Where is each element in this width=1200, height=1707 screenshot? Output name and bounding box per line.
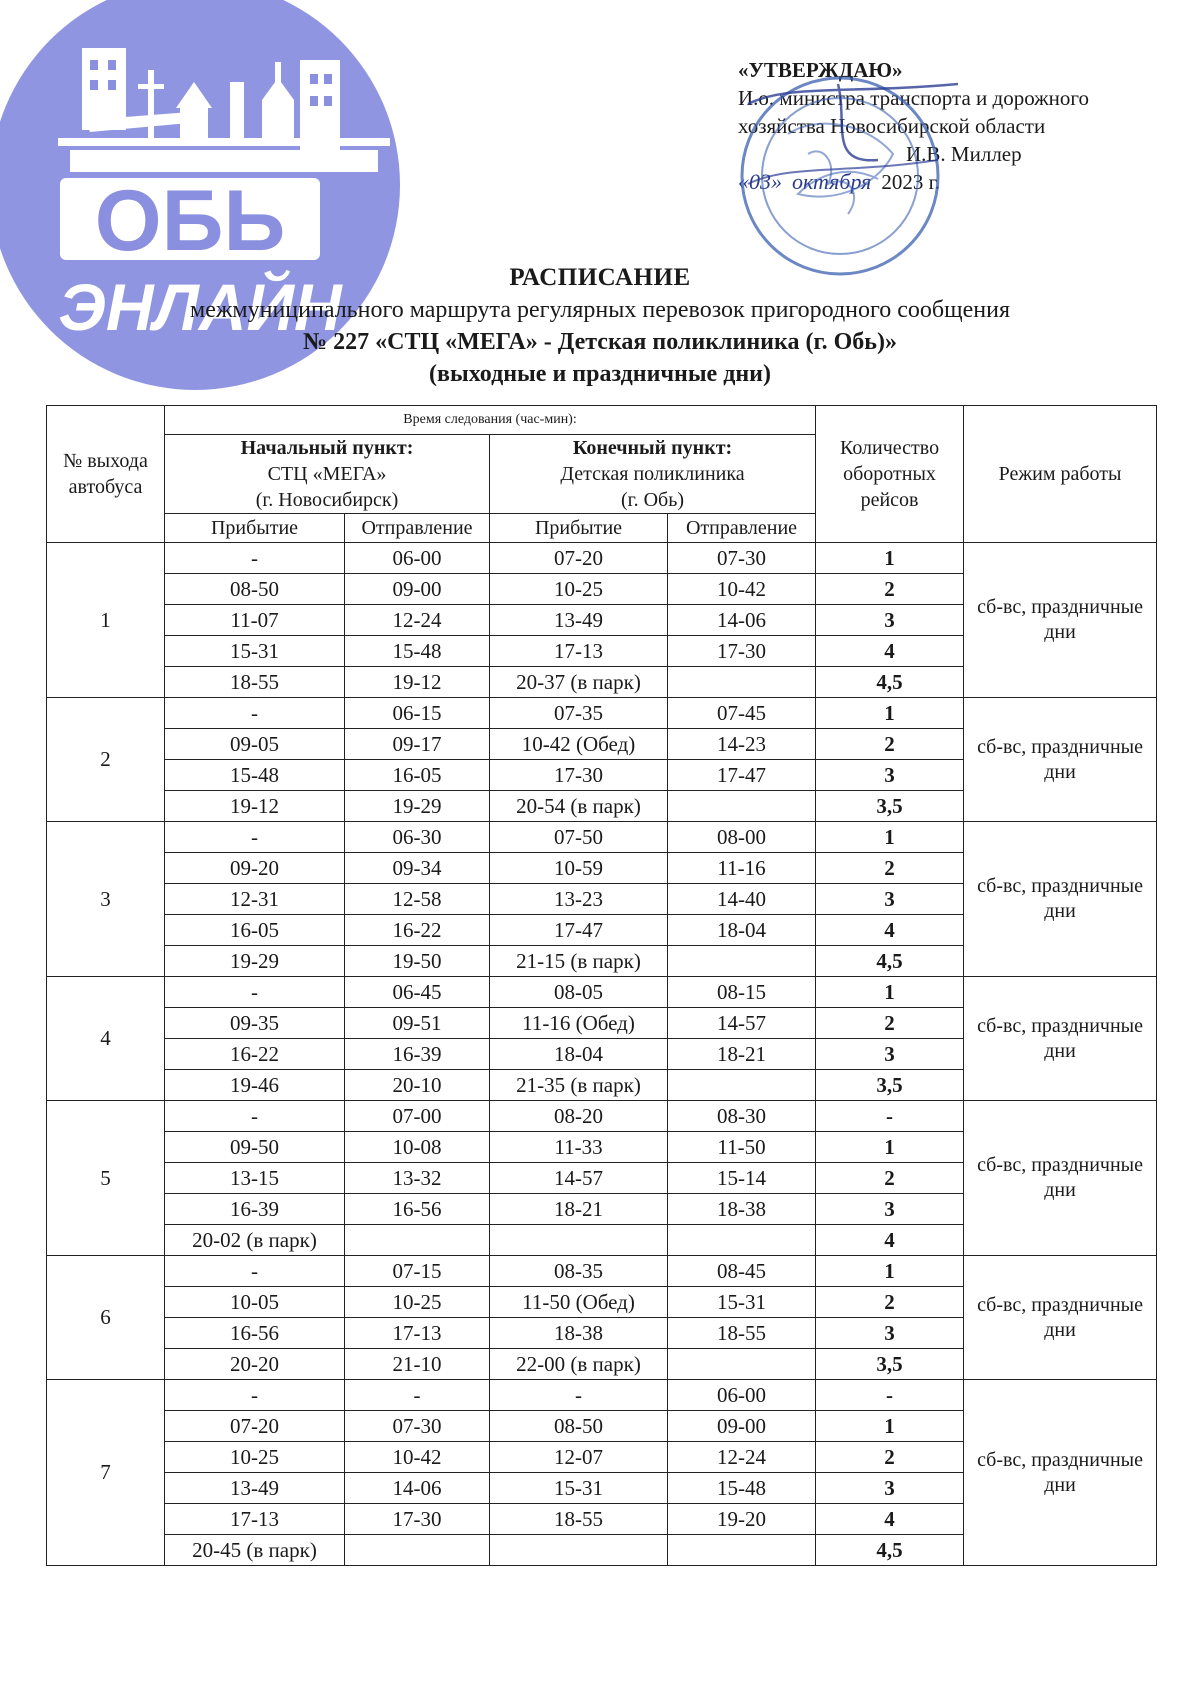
- start-departure-cell: 16-56: [345, 1194, 490, 1225]
- end-departure-cell: 07-45: [668, 698, 816, 729]
- start-arrival-cell: 12-31: [165, 884, 345, 915]
- bus-number-cell: 7: [47, 1380, 165, 1566]
- end-departure-cell: [668, 791, 816, 822]
- bus-number-cell: 6: [47, 1256, 165, 1380]
- approval-block: [738, 56, 1178, 196]
- end-departure-cell: [668, 1535, 816, 1566]
- trips-cell: -: [816, 1101, 964, 1132]
- start-departure-cell: 19-29: [345, 791, 490, 822]
- end-departure-cell: 14-23: [668, 729, 816, 760]
- header-bus-number: № выхода автобуса: [47, 406, 165, 543]
- header-start-point: [165, 435, 490, 514]
- end-departure-cell: 18-55: [668, 1318, 816, 1349]
- start-departure-cell: 16-22: [345, 915, 490, 946]
- header-start-arrival: Прибытие: [165, 514, 345, 543]
- trips-cell: 1: [816, 543, 964, 574]
- end-arrival-cell: 20-37 (в парк): [490, 667, 668, 698]
- end-departure-cell: 15-14: [668, 1163, 816, 1194]
- start-arrival-cell: -: [165, 543, 345, 574]
- start-departure-cell: 09-51: [345, 1008, 490, 1039]
- trips-cell: 4: [816, 1504, 964, 1535]
- trips-cell: -: [816, 1380, 964, 1411]
- end-arrival-cell: -: [490, 1380, 668, 1411]
- start-arrival-cell: -: [165, 822, 345, 853]
- start-arrival-cell: 15-31: [165, 636, 345, 667]
- trips-cell: 2: [816, 1442, 964, 1473]
- trips-cell: 4: [816, 915, 964, 946]
- end-arrival-cell: 18-38: [490, 1318, 668, 1349]
- document-heading: [60, 262, 1140, 390]
- end-departure-cell: 09-00: [668, 1411, 816, 1442]
- start-arrival-cell: 07-20: [165, 1411, 345, 1442]
- logo-top-word: ОБЬ: [94, 173, 286, 269]
- end-departure-cell: [668, 1225, 816, 1256]
- start-departure-cell: 10-42: [345, 1442, 490, 1473]
- end-arrival-cell: 22-00 (в парк): [490, 1349, 668, 1380]
- end-departure-cell: 08-00: [668, 822, 816, 853]
- start-departure-cell: 07-00: [345, 1101, 490, 1132]
- start-departure-cell: 06-45: [345, 977, 490, 1008]
- trips-cell: 1: [816, 1411, 964, 1442]
- end-departure-cell: 10-42: [668, 574, 816, 605]
- schedule-body: [47, 543, 1157, 1566]
- start-departure-cell: [345, 1225, 490, 1256]
- table-row: [47, 1101, 1157, 1132]
- end-name: Детская поликлиника: [560, 463, 745, 485]
- end-arrival-cell: 14-57: [490, 1163, 668, 1194]
- trips-cell: 4: [816, 636, 964, 667]
- start-departure-cell: 16-05: [345, 760, 490, 791]
- start-arrival-cell: 15-48: [165, 760, 345, 791]
- start-arrival-cell: -: [165, 1380, 345, 1411]
- end-arrival-cell: 20-54 (в парк): [490, 791, 668, 822]
- start-departure-cell: 13-32: [345, 1163, 490, 1194]
- trips-cell: 3: [816, 1194, 964, 1225]
- header-start-departure: Отправление: [345, 514, 490, 543]
- end-arrival-cell: 08-35: [490, 1256, 668, 1287]
- start-departure-cell: 16-39: [345, 1039, 490, 1070]
- end-arrival-cell: 08-20: [490, 1101, 668, 1132]
- end-arrival-cell: 18-04: [490, 1039, 668, 1070]
- end-arrival-cell: [490, 1535, 668, 1566]
- work-mode-cell: сб-вс, праздничные дни: [964, 822, 1157, 977]
- trips-cell: 3,5: [816, 1349, 964, 1380]
- approval-signatory: И.В. Миллер: [906, 142, 1022, 166]
- start-city: (г. Новосибирск): [255, 489, 399, 511]
- start-arrival-cell: -: [165, 977, 345, 1008]
- table-row: [47, 698, 1157, 729]
- end-departure-cell: 15-48: [668, 1473, 816, 1504]
- end-departure-cell: 12-24: [668, 1442, 816, 1473]
- start-departure-cell: 09-00: [345, 574, 490, 605]
- end-departure-cell: [668, 946, 816, 977]
- start-departure-cell: 09-34: [345, 853, 490, 884]
- start-name: СТЦ «МЕГА»: [267, 463, 387, 485]
- start-label: Начальный пункт:: [240, 437, 414, 459]
- end-departure-cell: 15-31: [668, 1287, 816, 1318]
- end-arrival-cell: 07-20: [490, 543, 668, 574]
- end-departure-cell: 06-00: [668, 1380, 816, 1411]
- end-departure-cell: 11-50: [668, 1132, 816, 1163]
- header-end-point: [490, 435, 816, 514]
- approval-date-year: 2023 г.: [881, 170, 941, 194]
- trips-cell: 1: [816, 1256, 964, 1287]
- end-arrival-cell: 17-30: [490, 760, 668, 791]
- trips-cell: 1: [816, 822, 964, 853]
- start-arrival-cell: 13-49: [165, 1473, 345, 1504]
- trips-cell: 3: [816, 1039, 964, 1070]
- end-arrival-cell: 10-25: [490, 574, 668, 605]
- end-arrival-cell: 07-35: [490, 698, 668, 729]
- work-mode-cell: сб-вс, праздничные дни: [964, 977, 1157, 1101]
- start-arrival-cell: 19-46: [165, 1070, 345, 1101]
- end-departure-cell: 08-30: [668, 1101, 816, 1132]
- table-row: [47, 1256, 1157, 1287]
- end-departure-cell: 19-20: [668, 1504, 816, 1535]
- start-arrival-cell: 10-05: [165, 1287, 345, 1318]
- end-departure-cell: 14-06: [668, 605, 816, 636]
- trips-cell: 1: [816, 1132, 964, 1163]
- end-departure-cell: 08-15: [668, 977, 816, 1008]
- start-departure-cell: -: [345, 1380, 490, 1411]
- end-departure-cell: 17-47: [668, 760, 816, 791]
- end-arrival-cell: 10-59: [490, 853, 668, 884]
- end-arrival-cell: 08-05: [490, 977, 668, 1008]
- start-arrival-cell: 09-20: [165, 853, 345, 884]
- start-arrival-cell: 20-20: [165, 1349, 345, 1380]
- start-arrival-cell: 11-07: [165, 605, 345, 636]
- start-departure-cell: 17-30: [345, 1504, 490, 1535]
- table-row: [47, 822, 1157, 853]
- start-departure-cell: 07-30: [345, 1411, 490, 1442]
- end-arrival-cell: 17-13: [490, 636, 668, 667]
- start-departure-cell: 19-50: [345, 946, 490, 977]
- end-departure-cell: 11-16: [668, 853, 816, 884]
- work-mode-cell: сб-вс, праздничные дни: [964, 698, 1157, 822]
- header-travel-time: Время следования (час-мин):: [165, 406, 816, 435]
- start-departure-cell: 15-48: [345, 636, 490, 667]
- trips-cell: 2: [816, 1287, 964, 1318]
- start-arrival-cell: 16-39: [165, 1194, 345, 1225]
- end-arrival-cell: 21-15 (в парк): [490, 946, 668, 977]
- trips-cell: 3,5: [816, 1070, 964, 1101]
- document-title: РАСПИСАНИЕ: [509, 264, 691, 291]
- start-departure-cell: 17-13: [345, 1318, 490, 1349]
- end-departure-cell: 18-38: [668, 1194, 816, 1225]
- bus-number-cell: 5: [47, 1101, 165, 1256]
- start-departure-cell: 10-08: [345, 1132, 490, 1163]
- header-trips: Количество оборотных рейсов: [816, 406, 964, 543]
- start-arrival-cell: 09-05: [165, 729, 345, 760]
- end-departure-cell: 08-45: [668, 1256, 816, 1287]
- trips-cell: 3,5: [816, 791, 964, 822]
- start-arrival-cell: 19-29: [165, 946, 345, 977]
- end-departure-cell: [668, 667, 816, 698]
- start-arrival-cell: 13-15: [165, 1163, 345, 1194]
- start-departure-cell: 09-17: [345, 729, 490, 760]
- trips-cell: 3: [816, 1473, 964, 1504]
- bus-number-cell: 1: [47, 543, 165, 698]
- end-arrival-cell: 12-07: [490, 1442, 668, 1473]
- start-departure-cell: 21-10: [345, 1349, 490, 1380]
- start-departure-cell: 10-25: [345, 1287, 490, 1318]
- work-mode-cell: сб-вс, праздничные дни: [964, 1256, 1157, 1380]
- trips-cell: 1: [816, 698, 964, 729]
- bus-number-cell: 4: [47, 977, 165, 1101]
- table-row: [47, 1380, 1157, 1411]
- schedule-table: [46, 405, 1157, 1566]
- end-arrival-cell: 13-49: [490, 605, 668, 636]
- start-departure-cell: 06-30: [345, 822, 490, 853]
- start-arrival-cell: 16-56: [165, 1318, 345, 1349]
- approval-title: «УТВЕРЖДАЮ»: [738, 58, 903, 82]
- end-arrival-cell: 11-33: [490, 1132, 668, 1163]
- end-arrival-cell: 18-55: [490, 1504, 668, 1535]
- start-arrival-cell: 16-22: [165, 1039, 345, 1070]
- end-label: Конечный пункт:: [572, 437, 733, 459]
- end-departure-cell: 14-40: [668, 884, 816, 915]
- bus-number-cell: 2: [47, 698, 165, 822]
- trips-cell: 4,5: [816, 1535, 964, 1566]
- logo-bottom-word: ЭНЛАЙН: [58, 270, 342, 344]
- trips-cell: 4: [816, 1225, 964, 1256]
- start-departure-cell: 06-15: [345, 698, 490, 729]
- table-row: [47, 977, 1157, 1008]
- end-arrival-cell: 13-23: [490, 884, 668, 915]
- trips-cell: 3: [816, 760, 964, 791]
- start-arrival-cell: 10-25: [165, 1442, 345, 1473]
- document-subtitle: межмуниципального маршрута регулярных перевозок пригородного сообщения: [190, 297, 1010, 323]
- start-arrival-cell: 17-13: [165, 1504, 345, 1535]
- end-arrival-cell: 11-16 (Обед): [490, 1008, 668, 1039]
- start-arrival-cell: 20-02 (в парк): [165, 1225, 345, 1256]
- start-arrival-cell: 20-45 (в парк): [165, 1535, 345, 1566]
- trips-cell: 4,5: [816, 667, 964, 698]
- route-name: № 227 «СТЦ «МЕГА» - Детская поликлиника (г. Обь)»: [303, 329, 897, 355]
- trips-cell: 2: [816, 853, 964, 884]
- header-mode: Режим работы: [964, 406, 1157, 543]
- trips-cell: 4,5: [816, 946, 964, 977]
- end-departure-cell: [668, 1349, 816, 1380]
- bus-number-cell: 3: [47, 822, 165, 977]
- approval-date-month: октября: [792, 169, 872, 194]
- end-departure-cell: 18-04: [668, 915, 816, 946]
- approval-date-day: «03»: [738, 169, 782, 194]
- start-arrival-cell: 19-12: [165, 791, 345, 822]
- trips-cell: 2: [816, 574, 964, 605]
- end-arrival-cell: 17-47: [490, 915, 668, 946]
- end-city: (г. Обь): [621, 489, 685, 511]
- work-mode-cell: сб-вс, праздничные дни: [964, 1101, 1157, 1256]
- approval-line-1: И.о. министра транспорта и дорожного: [738, 86, 1090, 110]
- end-arrival-cell: 08-50: [490, 1411, 668, 1442]
- end-departure-cell: 07-30: [668, 543, 816, 574]
- work-mode-cell: сб-вс, праздничные дни: [964, 1380, 1157, 1566]
- end-departure-cell: 14-57: [668, 1008, 816, 1039]
- table-row: [47, 543, 1157, 574]
- start-arrival-cell: -: [165, 1101, 345, 1132]
- trips-cell: 2: [816, 1008, 964, 1039]
- start-arrival-cell: 18-55: [165, 667, 345, 698]
- start-arrival-cell: 08-50: [165, 574, 345, 605]
- end-departure-cell: 18-21: [668, 1039, 816, 1070]
- end-arrival-cell: 10-42 (Обед): [490, 729, 668, 760]
- end-arrival-cell: 21-35 (в парк): [490, 1070, 668, 1101]
- start-arrival-cell: -: [165, 1256, 345, 1287]
- start-departure-cell: [345, 1535, 490, 1566]
- start-departure-cell: 06-00: [345, 543, 490, 574]
- start-arrival-cell: -: [165, 698, 345, 729]
- approval-line-2: хозяйства Новосибирской области: [738, 114, 1046, 138]
- start-departure-cell: 07-15: [345, 1256, 490, 1287]
- trips-cell: 3: [816, 884, 964, 915]
- start-departure-cell: 12-58: [345, 884, 490, 915]
- end-arrival-cell: 18-21: [490, 1194, 668, 1225]
- end-departure-cell: 17-30: [668, 636, 816, 667]
- end-arrival-cell: 07-50: [490, 822, 668, 853]
- work-mode-cell: сб-вс, праздничные дни: [964, 543, 1157, 698]
- schedule-days: (выходные и праздничные дни): [429, 361, 771, 387]
- trips-cell: 3: [816, 605, 964, 636]
- trips-cell: 1: [816, 977, 964, 1008]
- start-arrival-cell: 16-05: [165, 915, 345, 946]
- trips-cell: 3: [816, 1318, 964, 1349]
- start-departure-cell: 20-10: [345, 1070, 490, 1101]
- start-arrival-cell: 09-50: [165, 1132, 345, 1163]
- start-departure-cell: 14-06: [345, 1473, 490, 1504]
- start-arrival-cell: 09-35: [165, 1008, 345, 1039]
- end-arrival-cell: 11-50 (Обед): [490, 1287, 668, 1318]
- start-departure-cell: 19-12: [345, 667, 490, 698]
- header-end-arrival: Прибытие: [490, 514, 668, 543]
- end-departure-cell: [668, 1070, 816, 1101]
- end-arrival-cell: [490, 1225, 668, 1256]
- trips-cell: 2: [816, 729, 964, 760]
- start-departure-cell: 12-24: [345, 605, 490, 636]
- end-arrival-cell: 15-31: [490, 1473, 668, 1504]
- trips-cell: 2: [816, 1163, 964, 1194]
- approval-date: [738, 168, 1178, 196]
- header-end-departure: Отправление: [668, 514, 816, 543]
